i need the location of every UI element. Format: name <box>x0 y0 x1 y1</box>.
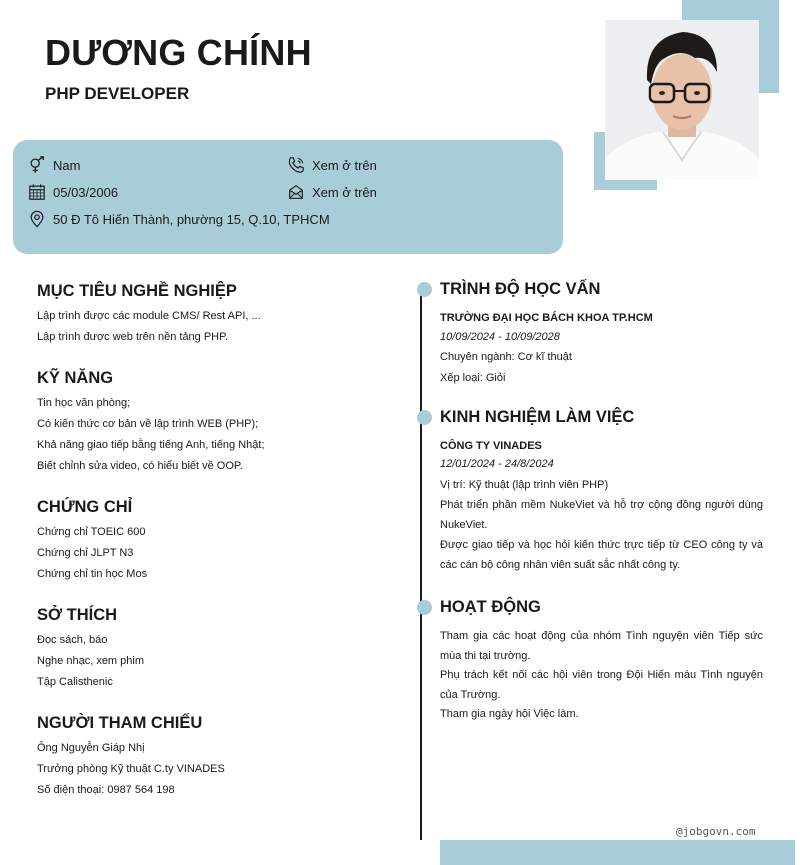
certificates-title: CHỨNG CHỈ <box>37 498 133 516</box>
birthdate-text: 05/03/2006 <box>53 184 119 200</box>
job-title: PHP DEVELOPER <box>45 84 190 103</box>
education-date: 10/09/2024 - 10/09/2028 <box>440 331 560 343</box>
gender-row <box>28 156 80 174</box>
skill-line: Khả năng giao tiếp bằng tiếng Anh, tiếng Nhật; <box>37 439 265 451</box>
certificate-line: Chứng chỉ tin học Mos <box>37 568 148 580</box>
references-title: NGƯỜI THAM CHIẾU <box>37 714 203 732</box>
calendar-icon <box>28 183 46 201</box>
hobby-line: Đọc sách, báo <box>37 634 108 646</box>
gender-icon <box>28 156 46 174</box>
education-title: TRÌNH ĐỘ HỌC VẤN <box>440 280 601 298</box>
email-row <box>287 183 377 201</box>
education-line: Xếp loại: Giỏi <box>440 372 506 384</box>
experience-details <box>440 475 763 575</box>
phone-row <box>287 156 377 174</box>
activities-details <box>440 627 763 725</box>
experience-line: Được giao tiếp và học hỏi kiến thức trực tiếp từ CEO công ty và các cán bộ công nhân viên suất sắc nhất công ty. <box>440 539 763 571</box>
experience-date: 12/01/2024 - 24/8/2024 <box>440 458 554 470</box>
mail-icon <box>287 183 305 201</box>
hobbies-title: SỞ THÍCH <box>37 606 118 624</box>
activities-title: HOẠT ĐỘNG <box>440 598 541 616</box>
candidate-name: DƯƠNG CHÍNH <box>45 32 312 73</box>
birthdate-row <box>28 183 118 201</box>
reference-line: Trưởng phòng Kỹ thuật C.ty VINADES <box>37 763 225 775</box>
location-icon <box>28 210 46 228</box>
experience-title: KINH NGHIỆM LÀM VIỆC <box>440 408 635 426</box>
objective-line: Lập trình được web trên nền tảng PHP. <box>37 331 229 343</box>
activity-line: Phụ trách kết nối các hội viên trong Đội Hiến máu Tình nguyện của Trường. <box>440 669 763 701</box>
experience-line: Phát triển phần mềm NukeViet và hỗ trợ cộng đồng người dùng NukeViet. <box>440 499 763 531</box>
experience-company: CÔNG TY VINADES <box>440 440 542 452</box>
hobby-line: Nghe nhạc, xem phim <box>37 655 144 667</box>
objective-line: Lập trình được các module CMS/ Rest API, ... <box>37 310 261 322</box>
contact-info-box <box>13 140 563 254</box>
timeline-dot <box>417 600 432 615</box>
activity-line: Tham gia các hoạt động của nhóm Tình nguyện viên Tiếp sức mùa thi tại trường. <box>440 630 763 662</box>
reference-line: Số điện thoại: 0987 564 198 <box>37 784 175 796</box>
experience-line: Vị trí: Kỹ thuật (lập trình viên PHP) <box>440 479 609 491</box>
timeline-dot <box>417 410 432 425</box>
reference-line: Ông Nguyễn Giáp Nhị <box>37 742 145 754</box>
address-row <box>28 210 330 228</box>
gender-text: Nam <box>53 157 81 173</box>
skill-line: Có kiến thức cơ bản về lập trình WEB (PHP); <box>37 418 259 430</box>
activity-line: Tham gia ngày hội Việc làm. <box>440 708 579 720</box>
skill-line: Biết chỉnh sửa video, có hiểu biết về OOP. <box>37 460 243 472</box>
decor-block-bottom <box>440 840 795 865</box>
objective-title: MỤC TIÊU NGHỀ NGHIỆP <box>37 282 237 300</box>
education-school: TRƯỜNG ĐẠI HỌC BÁCH KHOA TP.HCM <box>440 312 653 324</box>
skill-line: Tin học văn phòng; <box>37 397 131 409</box>
phone-text: Xem ở trên <box>312 157 377 173</box>
skills-title: KỸ NĂNG <box>37 369 114 387</box>
certificate-line: Chứng chỉ JLPT N3 <box>37 547 134 559</box>
timeline-dot <box>417 282 432 297</box>
phone-icon <box>287 156 305 174</box>
certificate-line: Chứng chỉ TOEIC 600 <box>37 526 146 538</box>
email-text: Xem ở trên <box>312 184 377 200</box>
address-text: 50 Đ Tô Hiến Thành, phường 15, Q.10, TPHCM <box>53 211 330 227</box>
watermark-text: @jobgovn.com <box>676 825 756 838</box>
profile-photo <box>605 20 759 180</box>
timeline-line <box>420 290 422 840</box>
education-line: Chuyên ngành: Cơ kĩ thuật <box>440 351 572 363</box>
hobby-line: Tập Calisthenic <box>37 676 113 688</box>
